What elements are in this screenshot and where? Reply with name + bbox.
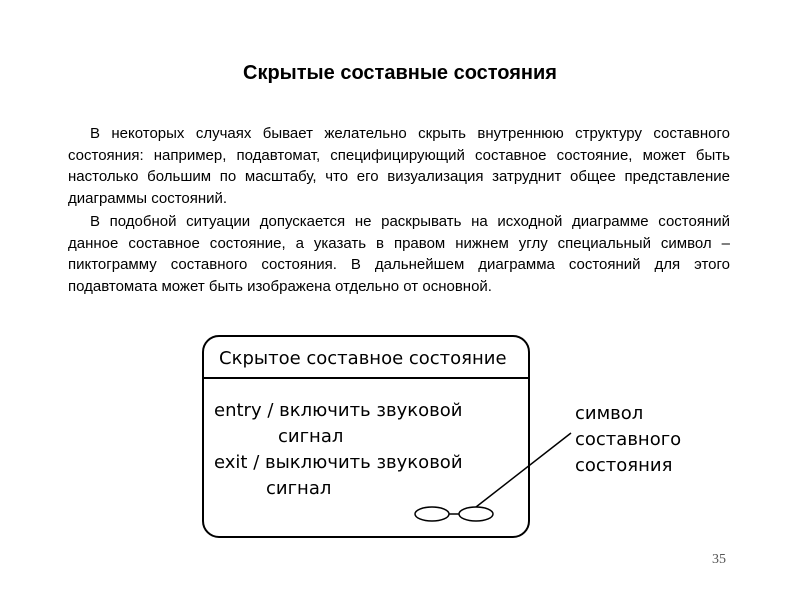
state-name: Скрытое составное состояние — [219, 348, 507, 369]
entry-action-continuation: сигнал — [278, 426, 344, 447]
page-title: Скрытые составные состояния — [243, 62, 557, 84]
exit-action-continuation: сигнал — [266, 478, 332, 499]
exit-action: exit / выключить звуковой — [214, 452, 463, 473]
paragraph-2: В подобной ситуации допускается не раскрывать на исходной диаграмме состояний данное составное состояние, а указать в правом нижнем углу специальный символ – пиктограмму составного состояния. В дальнейшем диаграмма состояний для этого подавтомата может быть изображена отдельно от основной. — [68, 213, 730, 295]
annotation-line-1: символ — [575, 403, 644, 424]
annotation-connector — [476, 433, 571, 507]
paragraph-1: В некоторых случаях бывает желательно скрыть внутреннюю структуру составного состояния: например, подавтомат, специфицирующий составное состояние, может быть настолько большим по масштабу, что его визуализация затруднит общее представление диаграммы состояний. — [68, 125, 730, 207]
annotation-line-3: состояния — [575, 455, 673, 476]
entry-action: entry / включить звуковой — [214, 400, 463, 421]
composite-state-icon — [415, 507, 493, 521]
page-number: 35 — [712, 552, 726, 567]
annotation-line-2: составного — [575, 429, 682, 450]
